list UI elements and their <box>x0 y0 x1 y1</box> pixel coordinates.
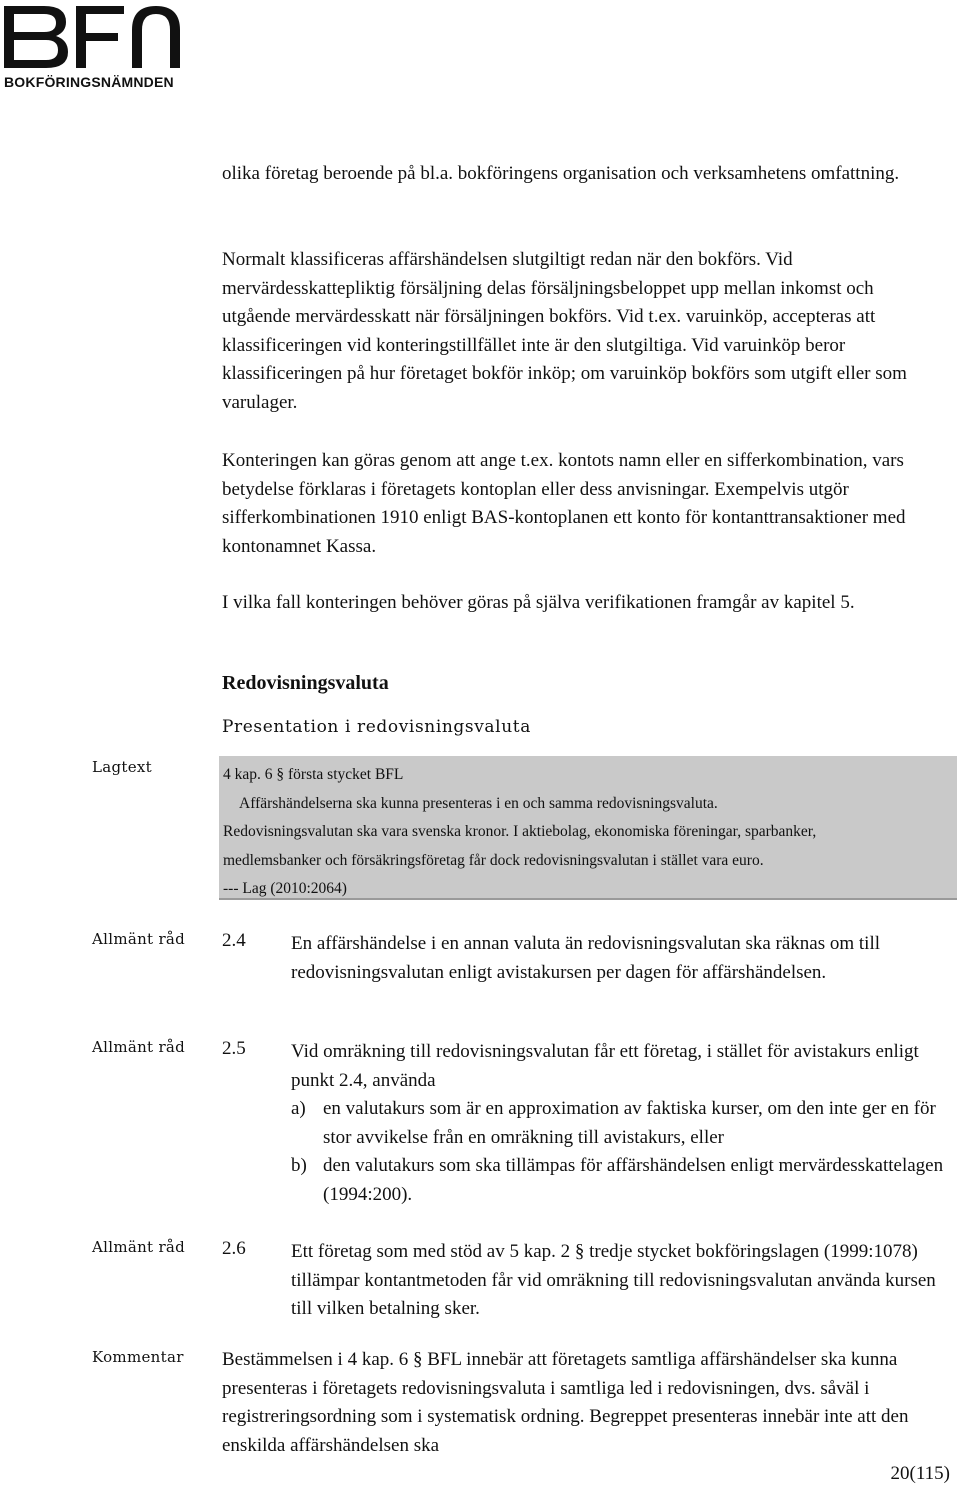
bfn-logo-mark <box>0 0 190 72</box>
margin-label-allmant-rad: Allmänt råd <box>92 930 186 948</box>
rule-body <box>291 1038 951 1209</box>
rule-number: 2.4 <box>222 930 246 951</box>
page-number: 20(115) <box>890 1463 950 1484</box>
rule-sub-item <box>291 1152 951 1209</box>
section-heading: Redovisningsvaluta <box>222 672 389 694</box>
rule-text: Ett företag som med stöd av 5 kap. 2 § tredje stycket bokföringslagen (1999:1078) tillämpar kontantmetoden får vid omräkning till redovisningsvalutan använda kursen till vilken betalning sker. <box>291 1241 936 1319</box>
lagtext-line: 4 kap. 6 § första stycket BFL <box>223 766 404 783</box>
sub-item-text: den valutakurs som ska tillämpas för affärshändelsen enligt mervärdesskattelagen (1994:200). <box>323 1155 944 1205</box>
logo-subtitle: BOKFÖRINGSNÄMNDEN <box>4 74 174 90</box>
paragraph-4: I vilka fall konteringen behöver göras på själva verifikationen framgår av kapitel 5. <box>222 592 855 613</box>
bfn-logo <box>0 0 190 95</box>
rule-text: Vid omräkning till redovisningsvalutan får ett företag, i stället för avistakurs enligt punkt 2.4, använda <box>291 1041 919 1091</box>
paragraph-1: olika företag beroende på bl.a. bokföringens organisation och verksamhetens omfattning. <box>222 163 900 184</box>
sub-item-label: a) <box>291 1098 306 1119</box>
paragraph-3: Konteringen kan göras genom att ange t.ex. kontots namn eller en sifferkombination, vars betydelse förklaras i företagets kontoplan eller dess anvisningar. Exempelvis utgör sifferkombinationen 1910 enligt BAS-kontoplanen ett konto för kontanttransaktioner med kontonamnet Kassa. <box>222 450 906 557</box>
lagtext-line: --- Lag (2010:2064) <box>223 880 347 897</box>
margin-label-kommentar: Kommentar <box>92 1348 184 1366</box>
sub-item-text: en valutakurs som är en approximation av faktiska kurser, om den inte ger en för stor avvikelse från en omräkning till avistakurs, eller <box>323 1098 936 1148</box>
rule-number: 2.5 <box>222 1038 246 1059</box>
paragraph-2: Normalt klassificeras affärshändelsen slutgiltigt redan när den bokförs. Vid mervärdesskattepliktig försäljning delas försäljningsbeloppet upp mellan inkomst och utgående mervärdesskatt när försäljningen bokförs. Vid t.ex. varuinköp, accepteras att klassificeringen vid konteringstillfället inte är den slutgiltiga. Vid varuinköp beror klassificeringen på hur företaget bokför inköp; om varuinköp bokförs som utgift eller som varulager. <box>222 249 907 413</box>
margin-label-allmant-rad: Allmänt råd <box>92 1038 186 1056</box>
margin-label-allmant-rad: Allmänt råd <box>92 1238 186 1256</box>
rule-number: 2.6 <box>222 1238 246 1259</box>
rule-text: En affärshändelse i en annan valuta än redovisningsvalutan ska räknas om till redovisningsvalutan enligt avistakursen per dagen för affärshändelsen. <box>291 933 880 983</box>
lagtext-line: Affärshändelserna ska kunna presenteras i en och samma redovisningsvaluta. <box>239 794 718 812</box>
kommentar-text: Bestämmelsen i 4 kap. 6 § BFL innebär att företagets samtliga affärshändelser ska kunna presenteras i företagets redovisningsvaluta i samtliga led i redovisningen, dvs. såväl i registreringsordning som i systematisk ordning. Begreppet presenteras innebär inte att den enskilda affärshändelsen ska <box>222 1349 909 1456</box>
rule-sub-item <box>291 1095 951 1152</box>
lagtext-line: Redovisningsvalutan ska vara svenska kronor. I aktiebolag, ekonomiska föreningar, sparbanker, <box>223 823 817 840</box>
sub-item-label: b) <box>291 1155 307 1176</box>
margin-label-lagtext: Lagtext <box>92 758 152 776</box>
lagtext-line: medlemsbanker och försäkringsföretag får dock redovisningsvalutan i stället vara euro. <box>223 851 764 869</box>
subsection-heading: Presentation i redovisningsvaluta <box>222 717 531 737</box>
lagtext-box <box>219 756 957 900</box>
